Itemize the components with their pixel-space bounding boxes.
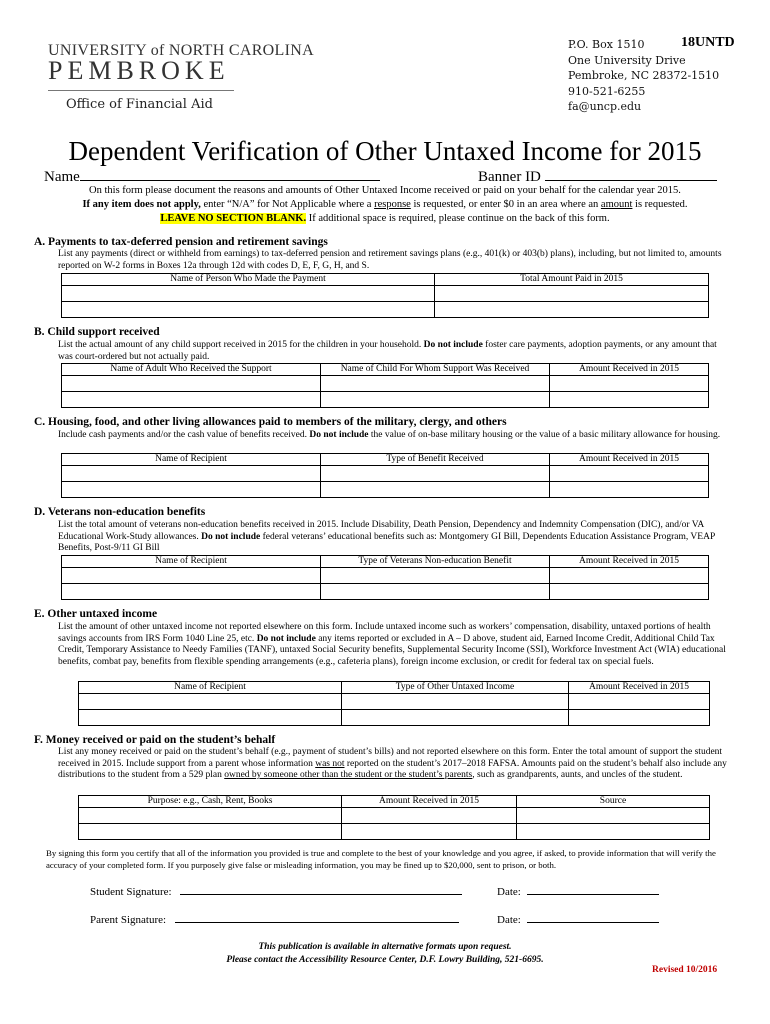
table-cell[interactable]	[550, 466, 709, 482]
footer-line-2: Please contact the Accessibility Resource Center, D.F. Lowry Building, 521-6695.	[226, 955, 544, 965]
section-c-desc-text-2: the value of on-base military housing or the value of a basic military allowance for housing.	[368, 430, 721, 440]
section-d-title: D. Veterans non-education benefits	[34, 506, 206, 518]
table-cell[interactable]	[321, 482, 550, 498]
student-signature-label: Student Signature:	[90, 886, 172, 898]
table-cell[interactable]	[62, 286, 435, 302]
section-f-owned-by: owned by someone other than the student or the student’s parents	[224, 770, 473, 780]
col-header: Amount Received in 2015	[550, 454, 709, 466]
col-header: Amount Received in 2015	[550, 364, 709, 376]
section-a-table	[61, 273, 709, 318]
footer-note	[0, 941, 770, 967]
table-cell[interactable]	[517, 808, 710, 824]
name-label: Name	[44, 169, 80, 185]
section-b-desc-text: List the actual amount of any child support received in 2015 for the children in your household.	[58, 340, 424, 350]
table-cell[interactable]	[62, 584, 321, 600]
col-header: Total Amount Paid in 2015	[435, 274, 709, 286]
university-logo-name: PEMBROKE	[48, 56, 230, 85]
intro-line-1: On this form please document the reasons and amounts of Other Untaxed Income received or paid on your behalf for the calendar year 2015.	[89, 185, 681, 196]
intro-line-2	[40, 198, 730, 212]
office-name: Office of Financial Aid	[66, 97, 213, 112]
section-c-desc	[58, 430, 730, 442]
table-cell[interactable]	[79, 808, 342, 824]
section-f-desc	[58, 747, 730, 782]
table-cell[interactable]	[62, 466, 321, 482]
section-d-desc-text-2: federal veterans’ educational benefits such as: Montgomery GI Bill, Dependents Education Assistance Program, VEAP Benefits, Post-9/11 GI Bill	[58, 531, 715, 553]
col-header: Amount Received in 2015	[569, 682, 710, 694]
contact-phone: 910-521-6255	[568, 84, 646, 98]
section-e-table	[78, 681, 710, 726]
section-b-table	[61, 363, 709, 408]
table-cell[interactable]	[62, 376, 321, 392]
student-date-field[interactable]	[527, 881, 659, 895]
table-cell[interactable]	[62, 482, 321, 498]
do-not-include-e: Do not include	[256, 633, 316, 644]
section-c-table	[61, 453, 709, 498]
col-header: Name of Child For Whom Support Was Received	[321, 364, 550, 376]
parent-signature-label: Parent Signature:	[90, 914, 167, 926]
page-title: Dependent Verification of Other Untaxed Income for 2015	[68, 136, 702, 166]
table-cell[interactable]	[321, 466, 550, 482]
parent-date-row	[497, 909, 659, 926]
col-header: Name of Recipient	[79, 682, 342, 694]
banner-label: Banner ID	[478, 169, 541, 185]
parent-signature-field[interactable]	[175, 909, 459, 923]
student-date-label: Date:	[497, 886, 521, 898]
student-signature-row	[90, 881, 462, 898]
section-f-desc-text-2: reported on the student’s 2017–2018 FAFSA. Amounts paid on the student’s behalf also include any distributions to the student from a 529 plan	[58, 758, 727, 780]
table-cell[interactable]	[342, 694, 569, 710]
section-e-desc-text-2: any items reported or excluded in A – D above, student aid, Earned Income Credit, Additional Child Tax Credit, Temporary Assistance to Needy Families (TANF), untaxed Social Security benefits, Supplemental Security Income (SSI), Workforce Investment Act (WIA) educational benefits, combat pay, benefits from flexible spending arrangements (e.g., cafeteria plans), foreign income exclusion, or credit for federal tax on special fuels.	[58, 633, 726, 667]
intro-requested: is requested.	[632, 199, 688, 210]
col-header: Type of Veterans Non-education Benefit	[321, 556, 550, 568]
section-a-title: A. Payments to tax-deferred pension and retirement savings	[34, 236, 328, 248]
do-not-include-d: Do not include	[201, 531, 261, 542]
table-cell[interactable]	[321, 568, 550, 584]
intro-line-3	[40, 212, 730, 226]
table-cell[interactable]	[321, 392, 550, 408]
table-cell[interactable]	[62, 568, 321, 584]
contact-po-box: P.O. Box 1510	[568, 38, 645, 51]
table-cell[interactable]	[79, 824, 342, 840]
contact-email[interactable]: fa@uncp.edu	[568, 100, 642, 113]
section-f-desc-text: List any money received or paid on the student’s behalf (e.g., payment of student’s bills) and not reported elsewhere on this form. Enter the total amount of support the student received in 2015. Include support from a parent whose information	[58, 747, 723, 769]
certification-text: By signing this form you certify that all of the information you provided is true and complete to the best of your knowledge and you agree, if asked, to provide information that will verify the accuracy of your completed form. If you purposely give false or misleading information, you may be fined up to $20,000, sent to prison, or both.	[46, 848, 716, 870]
do-not-include-b: Do not include	[423, 340, 483, 350]
contact-city: Pembroke, NC 28372-1510	[568, 69, 720, 82]
table-cell[interactable]	[62, 392, 321, 408]
col-header: Name of Recipient	[62, 556, 321, 568]
intro-text	[40, 184, 730, 226]
table-cell[interactable]	[435, 302, 709, 318]
section-d-table	[61, 555, 709, 600]
footer-line-1: This publication is available in alternative formats upon request.	[258, 942, 512, 952]
table-cell[interactable]	[321, 584, 550, 600]
intro-zero-text: is requested, or enter $0 in an area where an	[410, 199, 601, 210]
col-header: Amount Received in 2015	[550, 556, 709, 568]
table-cell[interactable]	[79, 694, 342, 710]
col-header: Purpose: e.g., Cash, Rent, Books	[79, 796, 342, 808]
table-cell[interactable]	[569, 710, 710, 726]
parent-date-field[interactable]	[527, 909, 659, 923]
section-c-desc-text: Include cash payments and/or the cash value of benefits received.	[58, 430, 310, 440]
table-cell[interactable]	[342, 710, 569, 726]
banner-id-field[interactable]	[545, 167, 717, 181]
contact-street: One University Drive	[568, 53, 686, 67]
university-logo-line: UNIVERSITY of NORTH CAROLINA	[48, 42, 314, 59]
table-cell[interactable]	[79, 710, 342, 726]
parent-signature-row	[90, 909, 459, 926]
col-header: Amount Received in 2015	[342, 796, 517, 808]
intro-not-apply: If any item does not apply,	[82, 199, 201, 210]
section-a-desc: List any payments (direct or withheld from earnings) to tax-deferred pension and retirement savings plans (e.g., 401(k) or 403(b) plans), including, but not limited to, amounts reported on W-2 forms in Boxes 12a through 12d with codes D, E, F, G, H, and S.	[58, 249, 722, 271]
table-cell[interactable]	[569, 694, 710, 710]
col-header: Name of Adult Who Received the Support	[62, 364, 321, 376]
section-f-table	[78, 795, 710, 840]
table-cell[interactable]	[550, 584, 709, 600]
section-d-desc	[58, 520, 730, 555]
col-header: Source	[517, 796, 710, 808]
table-cell[interactable]	[550, 568, 709, 584]
table-cell[interactable]	[342, 824, 517, 840]
intro-amount: amount	[600, 199, 633, 210]
leave-no-blank-highlight: LEAVE NO SECTION BLANK.	[160, 213, 307, 224]
section-f-title: F. Money received or paid on the student’s behalf	[34, 734, 276, 746]
intro-response: response	[374, 199, 411, 210]
logo-divider	[48, 90, 234, 91]
section-f-was-not: was not	[315, 758, 345, 769]
table-cell[interactable]	[342, 808, 517, 824]
table-cell[interactable]	[550, 392, 709, 408]
section-f-desc-text-3: , such as grandparents, aunts, and uncles of the student.	[472, 770, 683, 780]
revision-date: Revised 10/2016	[652, 965, 718, 975]
section-b-title: B. Child support received	[34, 326, 160, 338]
col-header: Type of Benefit Received	[321, 454, 550, 466]
intro-additional-space: If additional space is required, please continue on the back of this form.	[306, 213, 610, 224]
section-e-desc	[58, 622, 730, 668]
student-signature-field[interactable]	[180, 881, 462, 895]
section-b-desc-text-2: foster care payments, adoption payments, or any amount that was court-ordered but not actually paid.	[58, 340, 717, 362]
table-cell[interactable]	[62, 302, 435, 318]
table-cell[interactable]	[517, 824, 710, 840]
do-not-include-c: Do not include	[309, 430, 369, 440]
section-e-title: E. Other untaxed income	[34, 608, 158, 620]
name-field[interactable]	[80, 167, 380, 181]
section-e-desc-text: List the amount of other untaxed income not reported elsewhere on this form. Include untaxed income such as workers’ compensation, disability, untaxed portions of health savings accounts from IRS Form 1040 Line 25, etc.	[58, 622, 711, 644]
col-header: Name of Person Who Made the Payment	[62, 274, 435, 286]
section-d-desc-text: List the total amount of veterans non-education benefits received in 2015. Include Disability, Death Pension, Dependency and Indemnity Compensation (DIC), and/or VA Educational Work-Study allowances.	[58, 520, 704, 542]
student-date-row	[497, 881, 659, 898]
col-header: Name of Recipient	[62, 454, 321, 466]
table-cell[interactable]	[550, 376, 709, 392]
section-c-title: C. Housing, food, and other living allowances paid to members of the military, clergy, and others	[34, 416, 507, 428]
intro-na-text: enter “N/A” for Not Applicable where a	[200, 199, 375, 210]
table-cell[interactable]	[435, 286, 709, 302]
table-cell[interactable]	[321, 376, 550, 392]
table-cell[interactable]	[550, 482, 709, 498]
col-header: Type of Other Untaxed Income	[342, 682, 569, 694]
form-code: 18UNTD	[681, 35, 735, 50]
parent-date-label: Date:	[497, 914, 521, 926]
section-b-desc	[58, 340, 730, 363]
